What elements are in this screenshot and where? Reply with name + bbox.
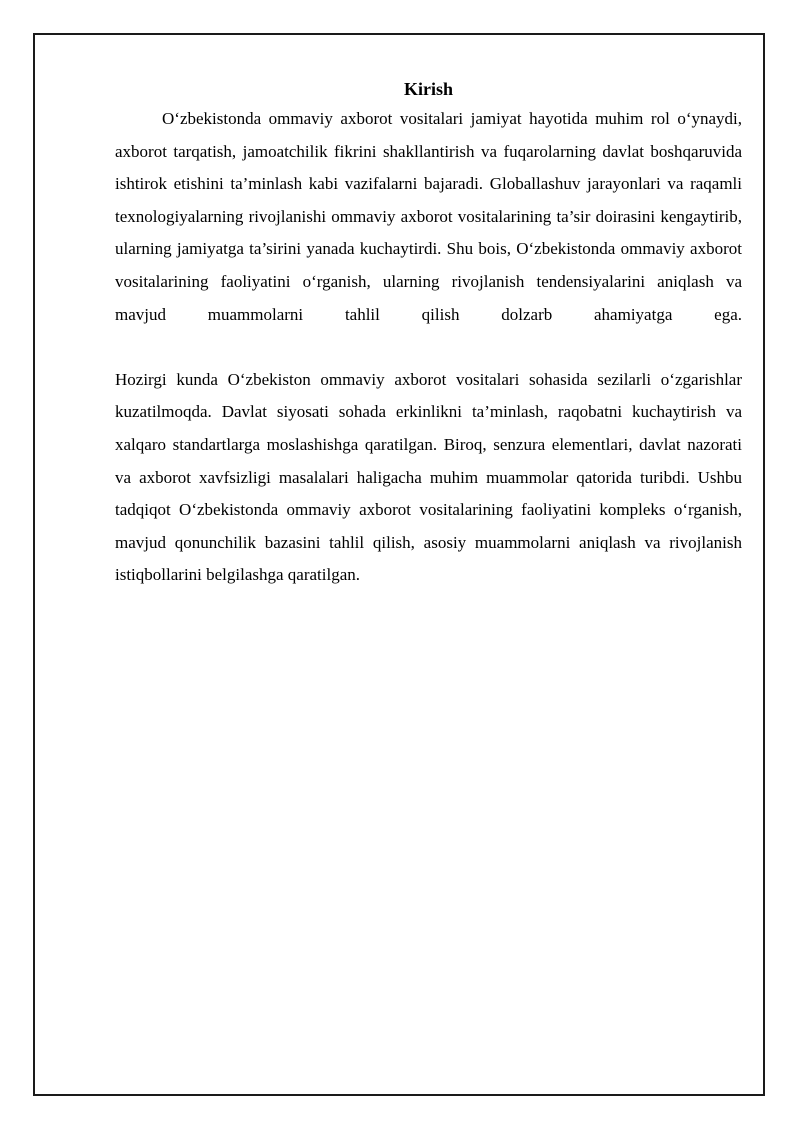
page-title: Kirish <box>403 79 453 99</box>
paragraph-intro: O‘zbekistonda ommaviy axborot vositalari jamiyat hayotida muhim rol o‘ynaydi, axborot tarqatish, jamoatchilik fikrini shakllantirish va fuqarolarning davlat boshqaruvida ishtirok etishini ta’minlash kabi vazifalarni bajaradi. Globallashuv jarayonlari va raqamli texnologiyalarning rivojlanishi ommaviy axborot vositalarining ta’sir doirasini kengaytirib, ularning jamiyatga ta’sirini yanada kuchaytirdi. Shu bois, O‘zbekistonda ommaviy axborot vositalarining faoliyatini o‘rganish, ularning rivojlanish tendensiyalarini aniqlash va mavjud muammolarni tahlil qilish dolzarb ahamiyatga ega. <box>115 109 742 324</box>
document-body <box>115 75 742 592</box>
paragraph-current-state: Hozirgi kunda O‘zbekiston ommaviy axborot vositalari sohasida sezilarli o‘zgarishlar kuzatilmoqda. Davlat siyosati sohada erkinlikni ta’minlash, raqobatni kuchaytirish va xalqaro standartlarga moslashishga qaratilgan. Biroq, senzura elementlari, davlat nazorati va axborot xavfsizligi masalalari haligacha muhim muammolar qatorida turibdi. Ushbu tadqiqot O‘zbekistonda ommaviy axborot vositalarining faoliyatini kompleks o‘rganish, mavjud qonunchilik bazasini tahlil qilish, asosiy muammolarni aniqlash va rivojlanish istiqbollarini belgilashga qaratilgan. <box>115 369 742 585</box>
paragraph-spacer <box>115 331 742 364</box>
